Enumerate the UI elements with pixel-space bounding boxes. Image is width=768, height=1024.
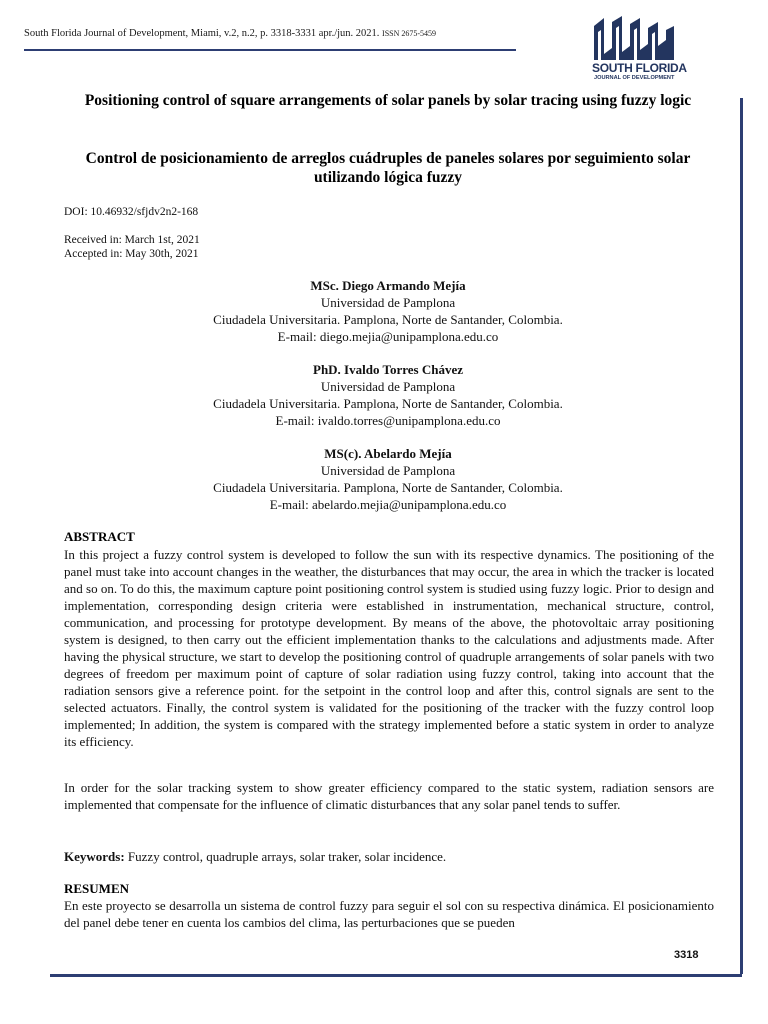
author-address: Ciudadela Universitaria. Pamplona, Norte de Santander, Colombia.	[213, 480, 563, 495]
right-margin-rule	[740, 98, 743, 974]
author-name: MS(c). Abelardo Mejía	[324, 446, 452, 461]
journal-citation-header	[24, 28, 524, 39]
author-name: PhD. Ivaldo Torres Chávez	[313, 362, 463, 377]
author-address: Ciudadela Universitaria. Pamplona, Norte de Santander, Colombia.	[213, 396, 563, 411]
journal-logo	[590, 14, 702, 84]
received-date: Received in: March 1st, 2021	[64, 234, 200, 246]
abstract-paragraph: In this project a fuzzy control system is developed to follow the sun with its respective dynamics. The positioning of the panel must take into account changes in the weather, the disturbances that may occur, the area in which the tracker is located and so on. To do this, the maximum capture point positioning control system is studied using fuzzy logic. Prior to design and implementation, corresponding design criteria were established in instrumentation, mechanical structure, control, communication, and processing for prototype development. By means of the above, the photovoltaic array positioning system is designed, to then carry out the efficient implementation thanks to the calculations and adjustments made. After having the physical structure, we start to develop the positioning control of quadruple arrangements of solar panels with two degrees of freedom per maximum point of capture of solar radiation using fuzzy control, taking into account that the radiation sensors give a reference point. for the setpoint in the control loop and after this, control signals are sent to the selected actuators. Finally, the control system is validated for the positioning of the tracker with the fuzzy control loop implemented; In addition, the system is compared with the strategy implemented before a static system in order to analyze its efficiency.	[64, 547, 714, 749]
doi-text: DOI: 10.46932/sfjdv2n2-168	[64, 206, 199, 218]
footer-divider	[50, 974, 742, 977]
resumen-paragraph: En este proyecto se desarrolla un sistema de control fuzzy para seguir el sol con su respectiva dinámica. El posicionamiento del panel debe tener en cuenta los cambios del clima, las perturbaciones que se pueden	[64, 898, 714, 930]
author-university: Universidad de Pamplona	[320, 463, 456, 478]
author-email: E-mail: abelardo.mejia@unipamplona.edu.co	[269, 497, 507, 512]
paper-title-english: Positioning control of square arrangements of solar panels by solar tracing using fuzzy logic	[84, 92, 692, 109]
logo-subtitle: JOURNAL OF DEVELOPMENT	[594, 75, 675, 81]
keywords-label: Keywords:	[64, 849, 125, 864]
journal-citation-text: South Florida Journal of Development, Miami, v.2, n.2, p. 3318-3331 apr./jun. 2021.	[24, 28, 380, 39]
author-name: MSc. Diego Armando Mejía	[310, 278, 466, 293]
logo-title: SOUTH FLORIDA	[592, 61, 687, 75]
resumen-heading: RESUMEN	[64, 881, 130, 896]
abstract-paragraph: In order for the solar tracking system to show greater efficiency compared to the static system, radiation sensors are implemented that compensate for the influence of climatic disturbances that any solar panel tends to suffer.	[64, 780, 714, 812]
author-block	[100, 277, 676, 345]
keywords-text: Fuzzy control, quadruple arrays, solar traker, solar incidence.	[127, 849, 447, 864]
issn-text: ISSN 2675-5459	[382, 29, 437, 38]
page-number: 3318	[674, 949, 699, 961]
author-email: E-mail: diego.mejia@unipamplona.edu.co	[277, 329, 499, 344]
header-divider	[24, 49, 516, 51]
author-address: Ciudadela Universitaria. Pamplona, Norte de Santander, Colombia.	[213, 312, 563, 327]
author-email: E-mail: ivaldo.torres@unipamplona.edu.co	[275, 413, 501, 428]
author-block	[100, 361, 676, 429]
keywords-line	[64, 849, 446, 865]
accepted-date: Accepted in: May 30th, 2021	[64, 248, 199, 260]
abstract-heading: ABSTRACT	[64, 529, 135, 544]
author-block	[100, 445, 676, 513]
paper-title-spanish: Control de posicionamiento de arreglos cuádruples de paneles solares por seguimiento solar utilizando lógica fuzzy	[85, 150, 691, 186]
author-university: Universidad de Pamplona	[320, 379, 456, 394]
logo-building-icon	[590, 14, 702, 62]
author-university: Universidad de Pamplona	[320, 295, 456, 310]
